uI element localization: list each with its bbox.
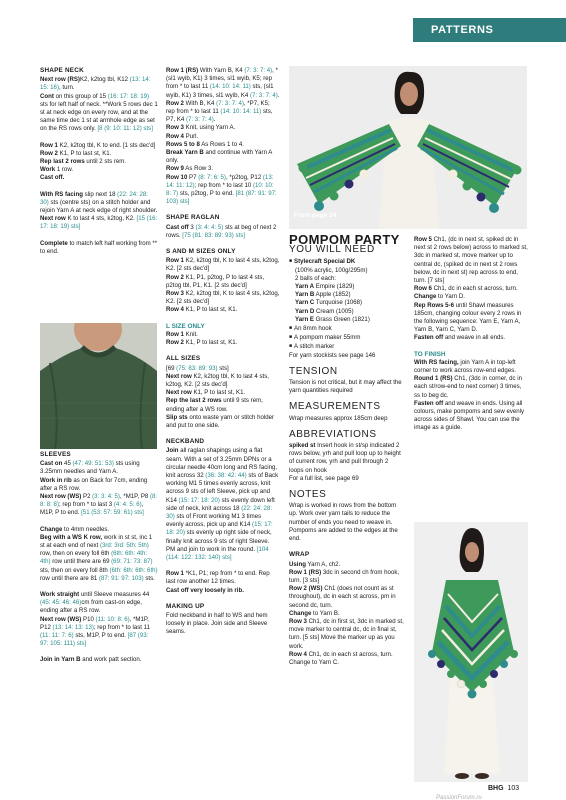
notes-heading: NOTES (289, 489, 327, 501)
neck-right: With RS facing slip next 18 (22: 24: 28: 30) sts (centre sts) on a stitch holder and rejoin Yarn A at neck edge of right shoulder. Next row K to last 4 sts, k2tog, K2. [15 (16: 17: 18: 19) sts] (40, 190, 158, 231)
column-3 (289, 232, 404, 675)
sleeves-shaping: Change to 4mm needles. Beg with a WS K row, work in st st, inc 1 st at each end of next (3rd: 3rd: 5th: 5th) row, then on every foll 6th (6th: 6th: 4th: 4th) row until there are 69 (69: 71: 73: 87) sts, then on every foll 8th (6th: 6th: 6th: 6th) row until there are 81 (87: 91: 97: 103) sts. (40, 525, 158, 582)
sleeves-heading: SLEEVES (40, 451, 71, 458)
sweater-detail-photo (40, 323, 157, 449)
making-up-text: Fold neckband in half to WS and hem loosely in place. Join side and Sleeve seams. (166, 611, 268, 636)
sleeves-join: Join in Yarn B and work patt section. (40, 656, 142, 664)
pattern-title: POMPOM PARTY (289, 232, 400, 247)
all-sizes-heading: ALL SIZES (166, 355, 201, 363)
shape-raglan-heading: SHAPE RAGLAN (166, 214, 220, 222)
wrap-rows: Using Yarn A, ch2. Row 1 (RS) 3dc in second ch from hook, turn. [3 sts] Row 2 (WS) Ch1 (does not count as st throughout), dc in each st across, pm in second dc, turn. Change to Yarn B. Row 3 Ch1, dc in first st, 3dc in marked st, move marker to central dc, dc in final st, turn. [5 sts] Move the marker up as you work. Row 4 Ch1, dc in each st across, turn. Change to Yarn C. (289, 560, 404, 666)
tension-text: Tension is not critical, but it may affect the yarn quantities required (289, 379, 402, 395)
pompom-item: ■ A pompom maker 55mm (289, 333, 404, 342)
measurements-text: Wrap measures approx 185cm deep (289, 414, 388, 422)
s-m-sizes-heading: S AND M SIZES ONLY (166, 248, 236, 256)
yarn-label: ■ Stylecraft Special DK (289, 257, 404, 266)
neckband-rows: Row 1 *K1, P1; rep from * to end. Rep last row another 12 times. Cast off very loosely in rib. (166, 570, 270, 594)
sleeves-section (40, 451, 158, 673)
neckband-heading: NECKBAND (166, 438, 205, 446)
notes-text: Wrap is worked in rows from the bottom up. Work over yarn tails to reduce the number of ends you need to weave in. Pompoms are added to the edges at the end. (289, 502, 398, 543)
stockists-note: For yarn stockists see page 146 (289, 351, 376, 359)
neck-row-1: Next row (RS)K2, k2tog tbl, K12 (13: 14: 15: 16), turn. Cont on this group of 15 (16: 17: 18: 19) sts for left half of neck. **Work 5 rows dec 1 st at neck edge on every row, and at the same time dec 1 st at armhole edge as set on the RS rows only. [8 (9: 10: 11: 12) sts] (40, 76, 158, 133)
wrap-heading: WRAP (289, 551, 310, 559)
page-footer (488, 785, 519, 792)
abbreviations-text: spiked st Insert hook in st/sp indicated 2 rows below, yrh and pull loop up to height of current row, yrh and pull through 2 loops on hook For a full list, see page 69 (289, 442, 401, 482)
wrap-main-photo (289, 66, 527, 229)
to-finish-heading: TO FINISH (414, 350, 446, 358)
all-sizes-rows: [69 (75: 83: 89: 93) sts] Next row K2, k2tog tbl, K to last 4 sts, k2tog, K2. [2 sts dec'd] Next row K1, P to last st, K1. Rep the last 2 rows until 9 sts rem, ending after a WS row. Slip sts onto waste yarn or stitch holder and put to one side. (166, 364, 275, 429)
tension-heading: TENSION (289, 365, 338, 377)
section-tab: PATTERNS (413, 18, 566, 42)
l-size-heading: L SIZE ONLY (166, 322, 205, 330)
raglan-cast-off: Cast off 3 (3: 4: 4: 5) sts at beg of next 2 rows. [75 (81: 83: 89: 93) sts] (166, 223, 277, 239)
making-up-heading: MAKING UP (166, 602, 205, 610)
s-m-rows: Row 1 K2, k2tog tbl, K to last 4 sts, k2tog, K2. [2 sts dec'd] Row 2 K1, P1, p2tog, P to last 4 sts, p2tog tbl, P1, K1. [2 sts dec'd] Row 3 K2, k2tog tbl, K to last 4 sts, k2tog, K2. [2 sts dec'd] Row 4 K1, P to last st, K1. (166, 257, 280, 314)
to-finish-text: With RS facing, join Yarn A in top-left corner to work across row-end edges. Round 1 (RS) Ch1, (3dc in corner, dc in each st/row-end to next corner) 3 times, ss to beg dc. Fasten off and weave in ends. Using all colours, make pompoms and sew evenly across sides of Shawl. You can use the image as a guide. (414, 358, 525, 432)
neck-rows: Row 1 K2, k2tog tbl, K to end. [1 sts dec'd] Row 2 K1, P to last st, K1. Rep last 2 rows until 2 sts rem. Work 1 row. Cast off. (40, 141, 156, 182)
sleeves-cast-on: Cast on 45 (47: 49: 51: 53) sts using 3.25mm needles and Yarn A. Work in rib as on Back for 7cm, ending after a RS row. Next row (WS) P2 (3: 3: 4: 5), *M1P, P8 (8: 8: 8: 8); rep from * to last 3 (4: 4: 5: 6), M1P, P to end. [51 (53: 57: 59: 61) sts] (40, 460, 158, 517)
abbreviations-heading: ABBREVIATIONS (289, 428, 377, 440)
from-page-label: From page 24 (294, 212, 337, 219)
page-number: 103 (507, 785, 520, 792)
neckband-join: Join all raglan shapings using a flat seam. With a set of 3.25mm DPNs or a circular needle 40cm long and RS facing, knit across 32 (36: 38: 42: 44) sts of Back working M1 5 times evenly across, knit across 9 sts of left Sleeve, pick up and K14 (15: 17: 18: 20) sts evenly down left side of neck, knit across 18 (22: 24: 28: 30) sts of Front working M1 3 times evenly across, pick up and K14 (15: 17: 18: 20) sts evenly up right side of neck, finally knit across 9 sts of right Sleeve. PM and join to work in the round. [104 (114: 122: 132: 140) sts] (166, 447, 279, 561)
wrap-worn-photo (414, 522, 528, 782)
you-will-need-heading: YOU WILL NEED (289, 244, 375, 256)
column-1 (40, 67, 158, 264)
materials-list: ■ Stylecraft Special DK (100% acrylic, 100g/295m) 2 balls of each: Yarn A Empire (1829) Yarn B Apple (1852) Yarn C Turquoise (1068) Yarn D Cream (1005) Yarn E Grass Green (1821) ■ An 8mm hook ■ A pompom maker 55mm ■ A stitch marker For yarn stockists see page 146 (289, 257, 404, 359)
magazine-name: BHG (488, 785, 504, 792)
watermark: PassionForum.ru (436, 795, 482, 800)
column-4 (414, 236, 528, 441)
hook-item: ■ An 8mm hook (289, 324, 404, 333)
sleeves-straight: Work straight until Sleeve measures 44 (45: 45: 46: 46)cm from cast-on edge, ending after a RS row. Next row (WS) P10 (11: 10: 8: 6), *M1P, P12 (13: 14: 13: 13); rep from * to last 11 (11: 11: 7: 6) sts, M1P, P to end. [87 (93: 97: 105: 111) sts] (40, 591, 150, 648)
marker-item: ■ A stitch marker (289, 342, 404, 351)
column-2 (166, 67, 280, 645)
shape-neck-heading: SHAPE NECK (40, 67, 84, 74)
l-size-rows: Row 1 Knit. Row 2 K1, P to last st, K1. (166, 330, 238, 347)
neck-complete: Complete to match left half working from ** to end. (40, 239, 158, 255)
wrap-rows-continued: Row 5 Ch1, (dc in next st, spiked dc in next st 2 rows below) across to marked st, 3dc in marked st, move marker up to central dc, (spiked dc in next st 2 rows below, dc in next st) rep across to end, turn. [7 sts] Row 6 Ch1, dc in each st across, turn. Change to Yarn D. Rep Rows 5-6 until Shawl measures 185cm, changing colour every 2 rows in the following sequence: Yarn E, Yarn A, Yarn B, Yarn C, Yarn D. Fasten off and weave in all ends. (414, 236, 528, 342)
patt-rows: Row 1 (RS) With Yarn B, K4 (7: 3: 7: 4), *(sl1 wyib, K1) 3 times, sl1 wyib, K5; rep from * to last 11 (14: 10: 14: 11) sts, (sl1 wyib, K1) 3 times, sl1 wyib, K4 (7: 3: 7: 4). Row 2 With B, K4 (7: 3: 7: 4), *P7, K5; rep from * to last 11 (14: 10: 14: 11) sts, P7, K4 (7: 3: 7: 4). Row 3 Knit, using Yarn A. Row 4 Purl. Rows 5 to 8 As Rows 1 to 4. Break Yarn B and continue with Yarn A only. Row 9 As Row 3. Row 10 P7 (8: 7: 6: 5), *p2tog, P12 (13: 14: 11: 12); rep from * to last 10 (10: 10: 8: 7) sts, p2tog, P to end. [81 (87: 91: 97: 103) sts] (166, 67, 280, 206)
measurements-heading: MEASUREMENTS (289, 401, 381, 413)
